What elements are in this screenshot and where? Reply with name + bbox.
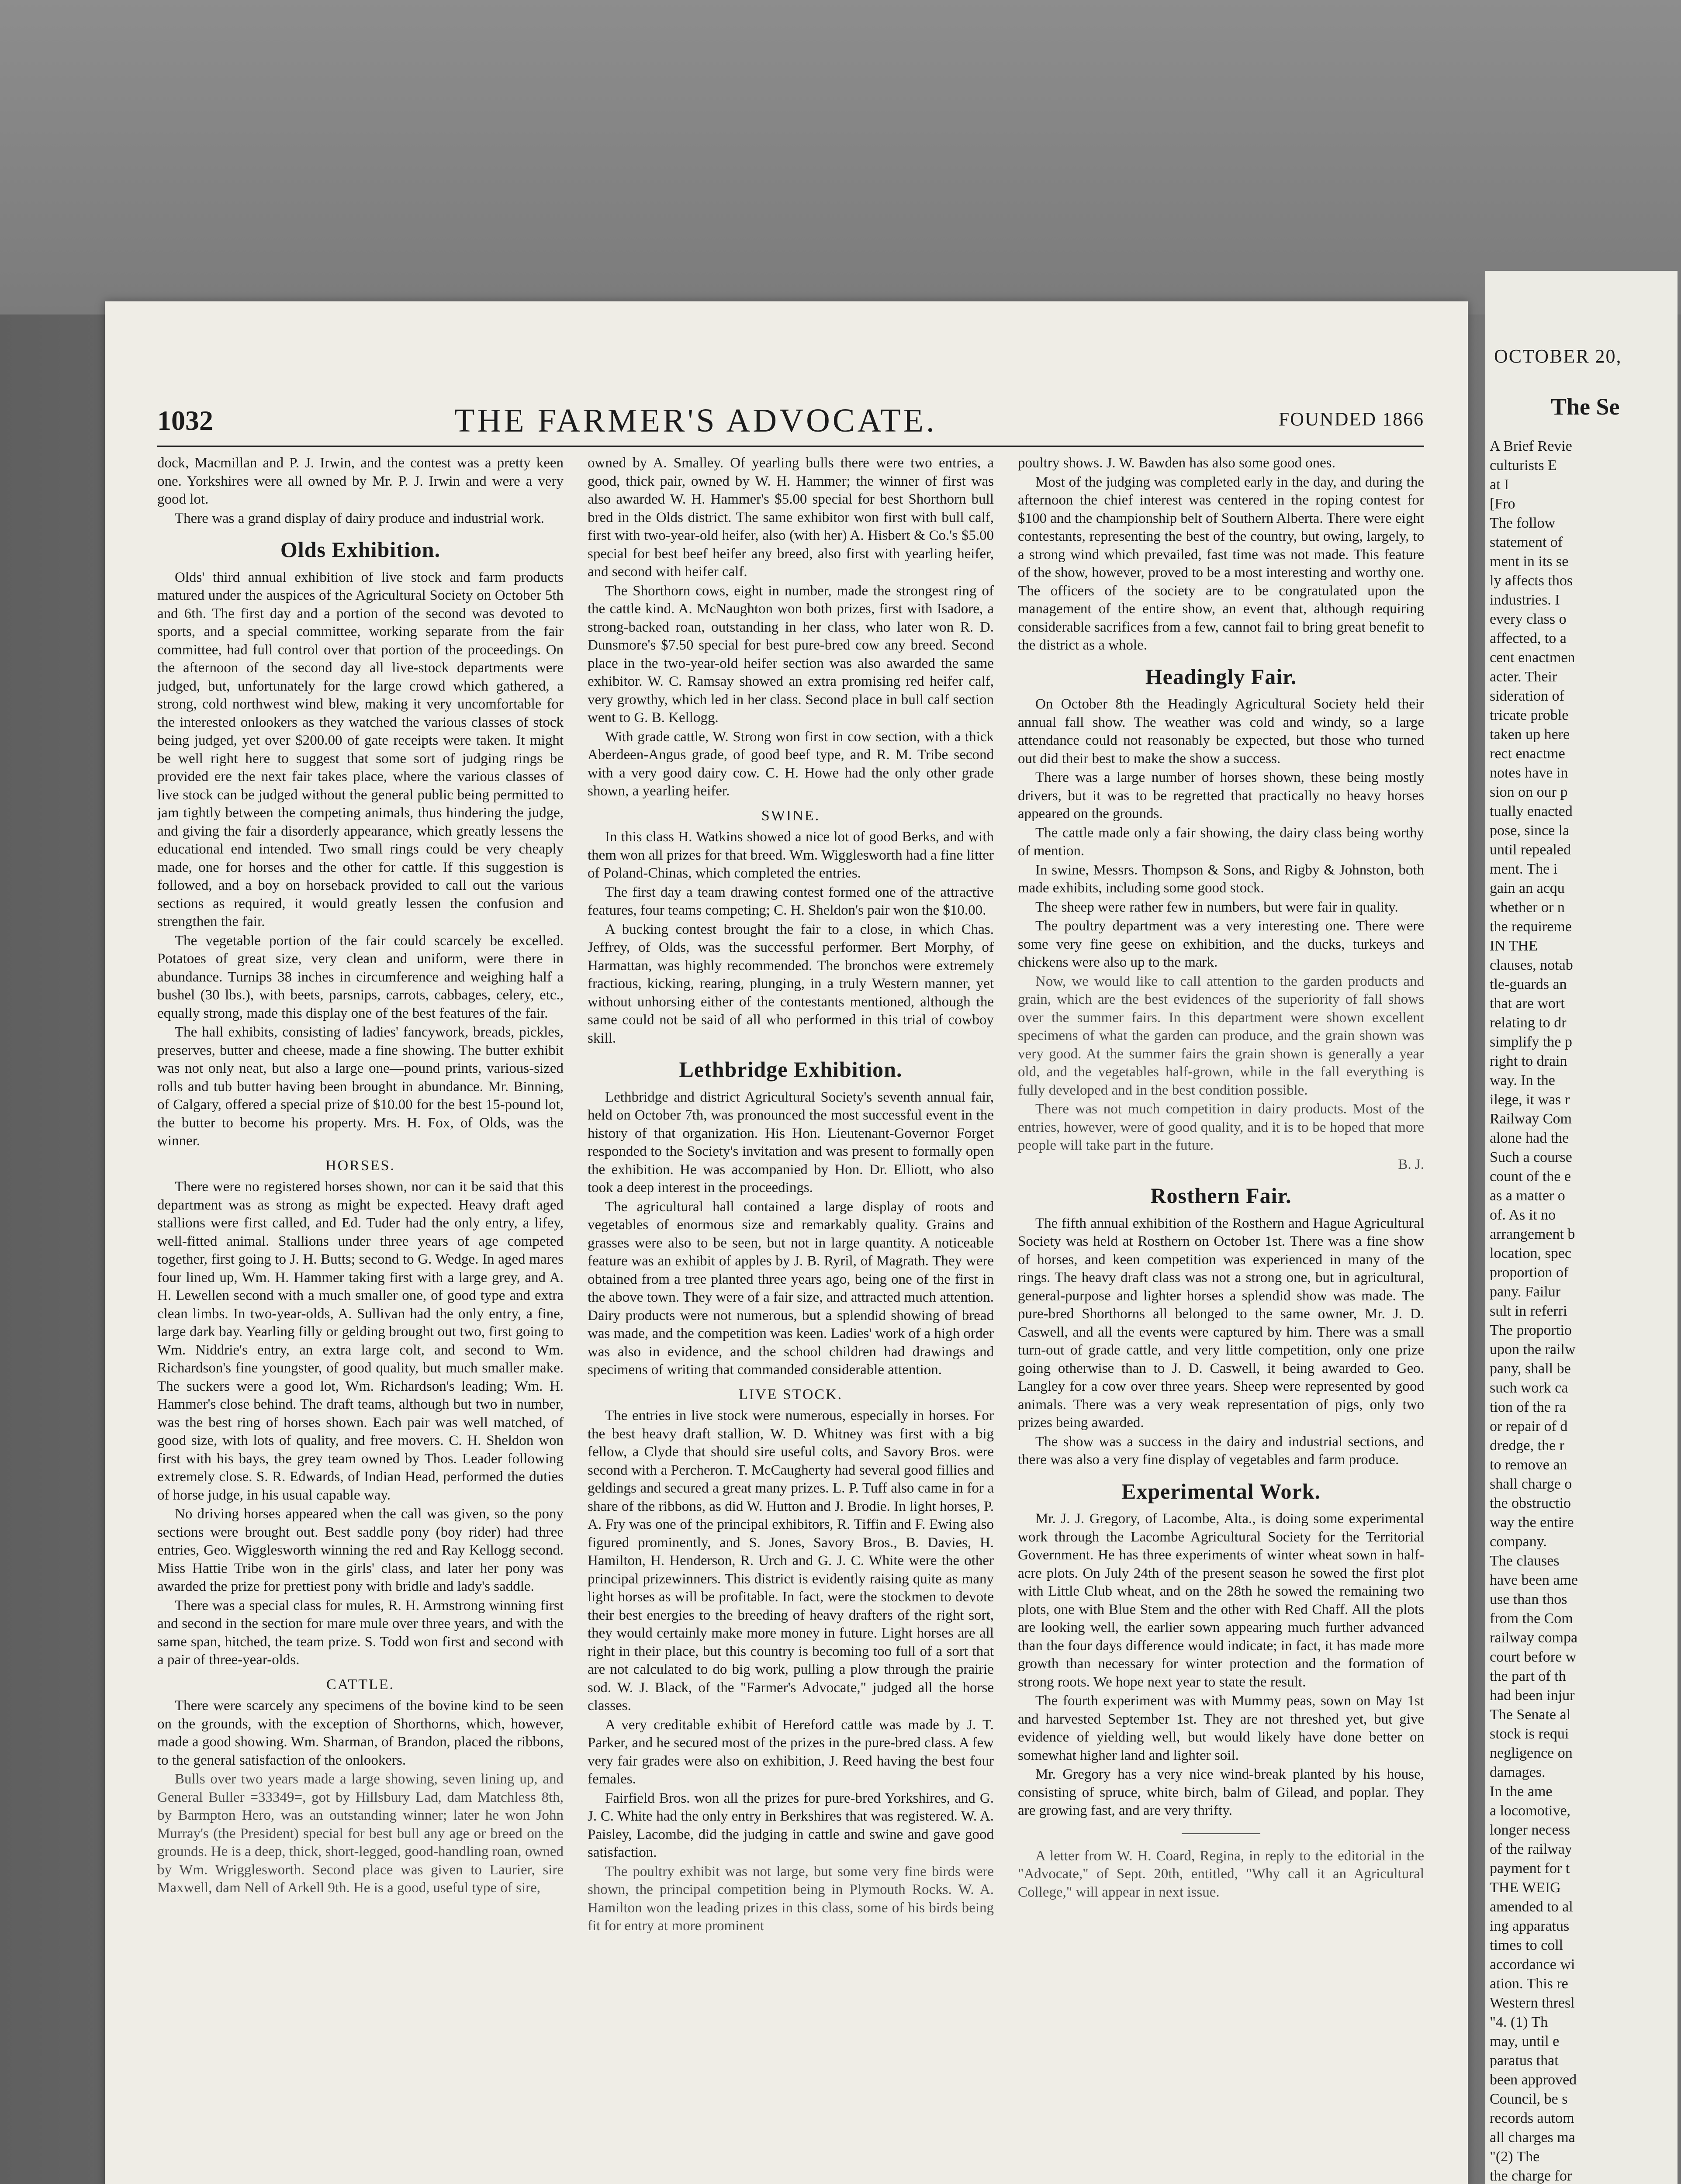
adjacent-page-line: industries. I — [1490, 592, 1560, 608]
subsection-heading: SWINE. — [761, 807, 820, 824]
adjacent-page-line: that are wort — [1490, 995, 1565, 1012]
adjacent-page-line: Council, be s — [1490, 2091, 1568, 2107]
adjacent-page-line: sion on our p — [1490, 784, 1568, 800]
adjacent-page-line: as a matter o — [1490, 1188, 1565, 1204]
adjacent-page-line: ment. The i — [1490, 861, 1558, 877]
adjacent-page-line: tually enacted — [1490, 803, 1573, 819]
paragraph: There were no registered horses shown, nor can it be said that this department was as strong as might be expected. Heavy draft aged stallions were first called, and Ed. Tuder had the only entry, a lifey, well-fitted animal. Stallions under three years of age competed together, first going to J. H. Butts; second to G. Wedge. In aged mares four lined up, Wm. H. Hammer taking first with a large grey, and A. H. Lewellen second with a much smaller one, of good type and extra clean limbs. In two-year-olds, A. Sullivan had the only entry, a fine, large dark bay. Yearling filly or gelding brought out two, first going to Wm. Niddrie's entry, an extra large colt, and second to Wm. Richardson's fine youngster, of good quality, but much smaller make. The suckers were a good lot, Wm. Richardson's leading; Wm. H. Hammer's close behind. The draft teams, although but two in number, was the best ring of horses shown. Each pair was well matched, of good size, with lots of quality, and free movers. C. H. Sheldon won first with his bays, the grey team owned by Thos. Leader following extremely close. S. R. Edwards, of Indian Head, performed the duties of horse judge, in his usual capable way. — [157, 1179, 564, 1503]
page-number: 1032 — [157, 405, 213, 436]
paragraph: The entries in live stock were numerous, especially in horses. For the best heavy draft stallion, W. D. Whitney was first with a big fellow, a Clyde that should sire useful colts, and Savory Bros. were second with a Percheron. T. McCaugherty had several good fillies and geldings and secured a great many prizes. L. P. Tuff also came in for a share of the ribbons, as did W. Hutton and J. Brodie. In light horses, P. A. Fry was one of the principal exhibitors, R. Tiffin and F. Ewing also figured prominently, and S. Jones, Savory Bros., B. Davies, H. Hamilton, H. Henderson, R. Urch and G. J. C. White were the other principal prizewinners. This district is evidently raising quite as many light horses as will be profitable. In fact, were the stockmen to devote their best energies to the breeding of heavy drafters of the right sort, they would certainly make more money in future. Light horses are all right in their place, but this country is becoming too full of a sort that are not calculated to do big work, pulling a plow through the prairie sod. W. J. Black, of the "Farmer's Advocate," judged all the horse classes. — [588, 1408, 994, 1714]
adjacent-page-line: The clauses — [1490, 1553, 1560, 1569]
paragraph: Olds' third annual exhibition of live stock and farm products matured under the auspices of the Agricultural Society on October 5th and 6th. The first day and a portion of the second was devoted to sports, and a special committee, working separate from the fair committee, had full control over that portion of the proceedings. On the afternoon of the second day all live-stock departments were judged, but, unfortunately for the large crowd which gathered, a strong, cold northwest wind blew, making it very uncomfortable for the interested onlookers as they watched the various classes of stock being judged, yet over $200.00 of gate receipts were taken. It might be well right here to suggest that some sort of judging rings be provided ere the next fair takes place, where the various classes of live stock can be judged without the general public being permitted to jam tightly between the competing animals, thus hindering the judge, and giving the fair a disorderly appearance, which greatly lessens the educational end intended. Two small rings could be very cheaply made, one for horses and the other for cattle. If this suggestion is followed, and a boy on horseback provided to call out the various sections as required, it would greatly lessen the confusion and strengthen the fair. — [157, 569, 564, 930]
adjacent-page-line: gain an acqu — [1490, 880, 1565, 896]
adjacent-page-line: have been ame — [1490, 1572, 1578, 1588]
paragraph: Mr. Gregory has a very nice wind-break planted by his house, consisting of spruce, white birch, balm of Gilead, and poplar. They are growing fast, and are very thrifty. — [1018, 1766, 1424, 1818]
adjacent-page-line: culturists E — [1490, 457, 1557, 473]
editorial-notice: A letter from W. H. Coard, Regina, in reply to the editorial in the "Advocate," of Sept. 20th, entitled, "Why call it an Agricultural College," will appear in next issue. — [1018, 1848, 1424, 1900]
paragraph: dock, Macmillan and P. J. Irwin, and the contest was a pretty keen one. Yorkshires were all owned by Mr. P. J. Irwin and were a very good lot. — [157, 455, 564, 507]
paragraph: Most of the judging was completed early in the day, and during the afternoon the chief interest was centered in the roping contest for $100 and the championship belt of Southern Alberta. There were eight contestants, representing the best of the country, but owing, largely, to a strong wind which prevailed, fast time was not made. This feature of the show, however, proved to be a most interesting and worthy one. The officers of the society are to be congratulated upon the management of the entire show, an event that, although requiring considerable sacrifices from a few, cannot fail to bring great benefit to the district as a whole. — [1018, 474, 1424, 653]
paragraph: Bulls over two years made a large showing, seven lining up, and General Buller =33349=, got by Hillsbury Lad, dam Matchless 8th, by Barmpton Hero, was an outstanding winner; later he won John Murray's (the President) special for best bull any age or breed on the grounds. He is a deep, thick, short-legged, good-handling roan, owned by Wm. Wrigglesworth. Second place was given to Laurier, sire Maxwell, dam Nell of Arkell 9th. He is a good, useful type of sire, — [157, 1771, 564, 1896]
adjacent-page-line: cent enactmen — [1490, 650, 1575, 666]
paragraph: On October 8th the Headingly Agricultural Society held their annual fall show. The weather was cold and windy, so a large attendance could not reasonably be expected, but those who turned out did their best to make the show a success. — [1018, 696, 1424, 767]
adjacent-page-line: court before w — [1490, 1649, 1577, 1665]
adjacent-page-line: ing apparatus — [1490, 1918, 1570, 1934]
paragraph: A bucking contest brought the fair to a close, in which Chas. Jeffrey, of Olds, was the successful performer. Bert Morphy, of Harmattan, was highly recommended. The bronchos were extremely fractious, kicking, rearing, plunging, in a truly Western manner, yet without unhorsing either of the contestants mentioned, although the same could not be said of all who performed in this trial of cowboy skill. — [588, 921, 994, 1046]
adjacent-page-line: to remove an — [1490, 1457, 1567, 1473]
paragraph: The show was a success in the dairy and industrial sections, and there was also a very fine display of vegetables and farm produce. — [1018, 1434, 1424, 1468]
paragraph: The fifth annual exhibition of the Rosthern and Hague Agricultural Society was held at Rosthern on October 1st. There was a fine show of horses, and keen competition was experienced in many of the rings. The heavy draft class was not a strong one, but in agricultural, general-purpose and lighter horses a splendid show was made. The pure-bred Shorthorns all belonged to the same owner, Mr. J. D. Caswell, and all the events were captured by him. There was a small turn-out of grade cattle, and very little competition, only one prize going otherwise than to J. D. Caswell, it being awarded to Geo. Langley for a cow over three years. Sheep were represented by good animals. There was a very weak representation of pigs, only two prizes being awarded. — [1018, 1215, 1424, 1431]
adjacent-page-line: the charge for — [1490, 2168, 1572, 2184]
adjacent-page-line: The follow — [1490, 515, 1556, 531]
adjacent-page-line: at I — [1490, 477, 1509, 493]
adjacent-page-line: tle-guards an — [1490, 976, 1567, 992]
subsection-heading: CATTLE. — [326, 1676, 395, 1693]
adjacent-page-line: Western thresl — [1490, 1995, 1575, 2011]
adjacent-page-line: may, until e — [1490, 2033, 1560, 2049]
adjacent-page-line: the obstructio — [1490, 1495, 1571, 1511]
paragraph: There were scarcely any specimens of the bovine kind to be seen on the grounds, with the exception of Shorthorns, which, however, made a good showing. Wm. Sharman, of Brandon, placed the ribbons, to the general satisfaction of the onlookers. — [157, 1698, 564, 1768]
adjacent-page-line: had been injur — [1490, 1687, 1575, 1704]
adjacent-page-line: sideration of — [1490, 688, 1564, 704]
adjacent-page-line: every class o — [1490, 611, 1567, 627]
adjacent-page-line: ment in its se — [1490, 553, 1569, 570]
adjacent-page-line: [Fro — [1490, 496, 1515, 512]
adjacent-page-fragment — [1485, 271, 1678, 2184]
adjacent-page-line: right to drain — [1490, 1053, 1567, 1069]
paragraph: Lethbridge and district Agricultural Society's seventh annual fair, held on October 7th, was pronounced the most successful event in the history of that organization. His Hon. Lieutenant-Governor Forget responded to the Society's invitation and was present to formally open the exhibition. He was accompanied by Hon. Dr. Elliott, who also took a deep interest in the proceedings. — [588, 1089, 994, 1196]
adjacent-page-line: use than thos — [1490, 1591, 1567, 1607]
adjacent-page-line: notes have in — [1490, 765, 1568, 781]
adjacent-page-line: or repair of d — [1490, 1418, 1568, 1434]
paragraph: The poultry exhibit was not large, but some very fine birds were shown, the principal competition being in Plymouth Rocks. W. A. Hamilton won the leading prizes in this class, some of his birds being fit for entry at more prominent — [588, 1863, 994, 1934]
adjacent-page-line: a locomotive, — [1490, 1803, 1571, 1819]
adjacent-page-line: clauses, notab — [1490, 957, 1573, 973]
adjacent-page-line: of the railway — [1490, 1841, 1572, 1857]
adjacent-page-line: pany. Failur — [1490, 1284, 1561, 1300]
paragraph: Mr. J. J. Gregory, of Lacombe, Alta., is doing some experimental work through the Lacombe Agricultural Society for the Territorial Government. He has three experiments of winter wheat sown in half-acre plots. On July 24th of the present season he sowed the first plot with Little Club wheat, and on the 28th he sowed the remaining two plots, one with Blue Stem and the other with Red Chaff. All the plots are looking well, the earlier sown appearing much further advanced than the four days difference would indicate; in fact, it has made more growth than necessary for winter protection and the formation of strong roots. We hope next year to state the result. — [1018, 1511, 1424, 1690]
adjacent-page-title: The Se — [1551, 394, 1620, 420]
column-3 — [1018, 454, 1424, 1902]
adjacent-page-line: the part of th — [1490, 1668, 1566, 1684]
paragraph: The vegetable portion of the fair could scarcely be excelled. Potatoes of great size, very clean and uniform, were there in abundance. Turnips 38 inches in circumference and weighing half a bushel (30 lbs.), with beets, parsnips, carrots, cabbages, celery, etc., equally strong, made this display one of the best features of the fair. — [157, 933, 564, 1021]
adjacent-page-line: "4. (1) Th — [1490, 2014, 1548, 2030]
paragraph: Fairfield Bros. won all the prizes for pure-bred Yorkshires, and G. J. C. White had the only entry in Berkshires that was registered. W. A. Paisley, Lacombe, did the judging in cattle and swine and gave good satisfaction. — [588, 1790, 994, 1860]
paragraph: With grade cattle, W. Strong won first in cow section, with a thick Aberdeen-Angus grade, of good beef type, and R. M. Tribe second with a very good dairy cow. C. H. Howe had the only other grade shown, a yearling heifer. — [588, 729, 994, 799]
adjacent-page-line: whether or n — [1490, 899, 1565, 916]
adjacent-page-line: rect enactme — [1490, 746, 1565, 762]
adjacent-page-line: of. As it no — [1490, 1207, 1556, 1223]
adjacent-page-line: THE WEIG — [1490, 1880, 1561, 1896]
paragraph: In this class H. Watkins showed a nice lot of good Berks, and with them won all prizes for that breed. Wm. Wigglesworth had a fine litter of Poland-Chinas, which completed the entries. — [588, 829, 994, 881]
page-header — [157, 402, 1424, 441]
adjacent-page-line: statement of — [1490, 534, 1563, 550]
publication-title: THE FARMER'S ADVOCATE. — [454, 402, 937, 439]
adjacent-page-line: pany, shall be — [1490, 1361, 1571, 1377]
paragraph: There was a special class for mules, R. H. Armstrong winning first and second in the section for mare mule over three years, and with the same span, hitched, the team prize. S. Todd won first and second with a pair of three-year-olds. — [157, 1597, 564, 1668]
adjacent-page-line: railway compa — [1490, 1630, 1578, 1646]
adjacent-page-line: IN THE — [1490, 938, 1538, 954]
adjacent-page-line: taken up here — [1490, 726, 1570, 743]
adjacent-page-line: relating to dr — [1490, 1015, 1567, 1031]
paragraph: A very creditable exhibit of Hereford cattle was made by J. T. Parker, and he secured most of the prizes in the pure-bred class. A few very fair grades were also on exhibition, J. Reed having the best four females. — [588, 1717, 994, 1787]
adjacent-page-line: longer necess — [1490, 1822, 1570, 1838]
paragraph: The hall exhibits, consisting of ladies' fancywork, breads, pickles, preserves, butter and cheese, made a fine showing. The butter exhibit was not only neat, but also a large one—pound prints, various-sized rolls and tub butter having been brought in abundance. Mr. Binning, of Calgary, offered a special prize of $10.00 for the best 15-pound lot, the butter to become his property. Mrs. H. Fox, of Olds, was the winner. — [157, 1024, 564, 1149]
adjacent-page-line: paratus that — [1490, 2053, 1559, 2069]
adjacent-page-line: pose, since la — [1490, 822, 1570, 839]
adjacent-page-line: shall charge o — [1490, 1476, 1572, 1492]
adjacent-page-line: proportion of — [1490, 1265, 1569, 1281]
adjacent-page-line: A Brief Revie — [1490, 438, 1572, 454]
adjacent-page-line: ly affects thos — [1490, 573, 1573, 589]
adjacent-page-line: sult in referri — [1490, 1303, 1567, 1319]
adjacent-page-line: dredge, the r — [1490, 1438, 1564, 1454]
adjacent-page-line: been approved — [1490, 2072, 1577, 2088]
adjacent-page-line: ilege, it was r — [1490, 1092, 1570, 1108]
adjacent-page-line: way the entire — [1490, 1514, 1574, 1531]
adjacent-page-line: The Senate al — [1490, 1707, 1571, 1723]
adjacent-page-line: affected, to a — [1490, 630, 1567, 646]
section-heading: Rosthern Fair. — [1150, 1183, 1292, 1208]
adjacent-page-line: negligence on — [1490, 1745, 1573, 1761]
paragraph: There was a grand display of dairy produce and industrial work. — [175, 510, 544, 526]
adjacent-page-line: such work ca — [1490, 1380, 1568, 1396]
adjacent-page-line: damages. — [1490, 1764, 1546, 1780]
adjacent-page-line: count of the e — [1490, 1168, 1571, 1185]
adjacent-page-line: acter. Their — [1490, 669, 1557, 685]
subsection-heading: HORSES. — [325, 1157, 395, 1174]
adjacent-page-line: way. In the — [1490, 1072, 1555, 1089]
founded-line: FOUNDED 1866 — [1278, 408, 1424, 430]
adjacent-page-line: all charges ma — [1490, 2129, 1575, 2146]
paragraph: There was a large number of horses shown, these being mostly drivers, but it was to be regretted that practically no heavy horses appeared on the grounds. — [1018, 770, 1424, 822]
column-1 — [157, 454, 564, 1898]
header-rule — [157, 446, 1424, 447]
adjacent-page-line: ation. This re — [1490, 1976, 1568, 1992]
adjacent-page-line: tricate proble — [1490, 707, 1569, 723]
adjacent-page-line: records autom — [1490, 2110, 1574, 2126]
paragraph: There was not much competition in dairy products. Most of the entries, however, were of good quality, and it is to be hoped that more people will take part in the future. — [1018, 1101, 1424, 1153]
adjacent-page-line: alone had the — [1490, 1130, 1569, 1146]
adjacent-page-line: amended to al — [1490, 1899, 1573, 1915]
newspaper-page — [105, 301, 1468, 2184]
adjacent-page-line: from the Com — [1490, 1610, 1573, 1627]
section-heading: Lethbridge Exhibition. — [679, 1057, 903, 1082]
paragraph: The fourth experiment was with Mummy peas, sown on May 1st and harvested September 1st. They are not threshed yet, but give evidence of yielding well, but would likely have done better on somewhat higher land and lighter soil. — [1018, 1693, 1424, 1763]
adjacent-page-body — [1490, 437, 1673, 2184]
paragraph: The poultry department was a very interesting one. There were some very fine geese on exhibition, and the ducks, turkeys and chickens were also up to the mark. — [1018, 918, 1424, 970]
adjacent-page-line: the requireme — [1490, 919, 1572, 935]
adjacent-page-line: upon the railw — [1490, 1341, 1576, 1358]
section-heading: Headingly Fair. — [1145, 664, 1297, 689]
paragraph: owned by A. Smalley. Of yearling bulls there were two entries, a good, thick pair, owned by W. H. Hammer; the winner of first was also awarded W. H. Hammer's $5.00 special for best Shorthorn bull bred in the Olds district. The same exhibitor won first with bull calf, first with two-year-old heifer, also (with her) A. Hisbert & Co.'s $5.00 special for best beef heifer any breed, also first with yearling heifer, and second with heifer calf. — [588, 455, 994, 580]
adjacent-page-line: Railway Com — [1490, 1111, 1572, 1127]
subsection-heading: LIVE STOCK. — [738, 1386, 843, 1403]
divider — [1182, 1833, 1260, 1834]
paragraph: No driving horses appeared when the call was given, so the pony sections were brought out. Best saddle pony (boy rider) had three entries, Geo. Wigglesworth winning the red and Ray Kellogg second. Miss Hattie Tribe won in the girls' class, and later her pony was awarded the prize for prettiest pony with bridle and lady's saddle. — [157, 1506, 564, 1594]
paragraph: In swine, Messrs. Thompson & Sons, and Rigby & Johnston, both made exhibits, including some good stock. — [1018, 862, 1424, 896]
section-heading: Olds Exhibition. — [280, 537, 441, 562]
adjacent-page-line: "(2) The — [1490, 2149, 1540, 2165]
adjacent-page-line: company. — [1490, 1534, 1547, 1550]
adjacent-page-line: location, spec — [1490, 1245, 1571, 1261]
section-heading: Experimental Work. — [1121, 1479, 1321, 1503]
adjacent-page-line: In the ame — [1490, 1783, 1553, 1800]
adjacent-page-line: payment for t — [1490, 1860, 1570, 1876]
paragraph: The Shorthorn cows, eight in number, made the strongest ring of the cattle kind. A. McNaughton won both prizes, first with Isadore, a strong-backed roan, outstanding in her class, who later won R. D. Dunsmore's $7.50 special for best pure-bred cow any breed. Second place in the two-year-old heifer section was also awarded the same exhibitor. W. C. Ramsay showed an extra promising red heifer calf, very growthy, which led in her class. Second place in bull calf section went to G. B. Kellogg. — [588, 583, 994, 726]
author-initials: B. J. — [1398, 1156, 1424, 1172]
paragraph: The sheep were rather few in numbers, but were fair in quality. — [1035, 899, 1398, 915]
adjacent-page-line: Such a course — [1490, 1149, 1572, 1165]
adjacent-page-line: until repealed — [1490, 842, 1571, 858]
column-2 — [588, 454, 994, 1936]
paragraph: The first day a team drawing contest formed one of the attractive features, four teams competing; C. H. Sheldon's pair won the $10.00. — [588, 884, 994, 918]
scan-top-margin — [0, 0, 1681, 314]
adjacent-page-line: times to coll — [1490, 1937, 1563, 1953]
adjacent-page-line: The proportio — [1490, 1322, 1572, 1338]
paragraph: The cattle made only a fair showing, the dairy class being worthy of mention. — [1018, 825, 1424, 859]
adjacent-page-line: simplify the p — [1490, 1034, 1572, 1050]
adjacent-page-line: stock is requi — [1490, 1726, 1569, 1742]
adjacent-page-header: OCTOBER 20, — [1494, 346, 1622, 367]
paragraph: The agricultural hall contained a large display of roots and vegetables of enormous size and remarkably quality. Grains and grasses were also to be seen, but not in large quantity. A noticeable feature was an exhibit of apples by J. B. Ryril, of Magrath. They were obtained from a tree planted three years ago, being one of the first in the above town. They were of a fair size, and attracted much attention. Dairy products were not numerous, but a splendid showing of bread was made, and the competition was keen. Ladies' work of a high order was also in evidence, and the school children had drawings and specimens of writing that commanded considerable attention. — [588, 1199, 994, 1378]
adjacent-page-line: arrangement b — [1490, 1226, 1575, 1242]
adjacent-page-line: tion of the ra — [1490, 1399, 1566, 1415]
paragraph: poultry shows. J. W. Bawden has also some good ones. — [1018, 455, 1335, 471]
paragraph: Now, we would like to call attention to the garden products and grain, which are the best evidences of the superiority of fall shows over the summer fairs. In this department were shown excellent specimens of what the garden can produce, and the grain shown was very good. At the summer fairs the grain shown is generally a year old, and the vegetables half-grown, while in the fall everything is fully developed and in the best condition possible. — [1018, 973, 1424, 1098]
adjacent-page-line: accordance wi — [1490, 1956, 1575, 1973]
